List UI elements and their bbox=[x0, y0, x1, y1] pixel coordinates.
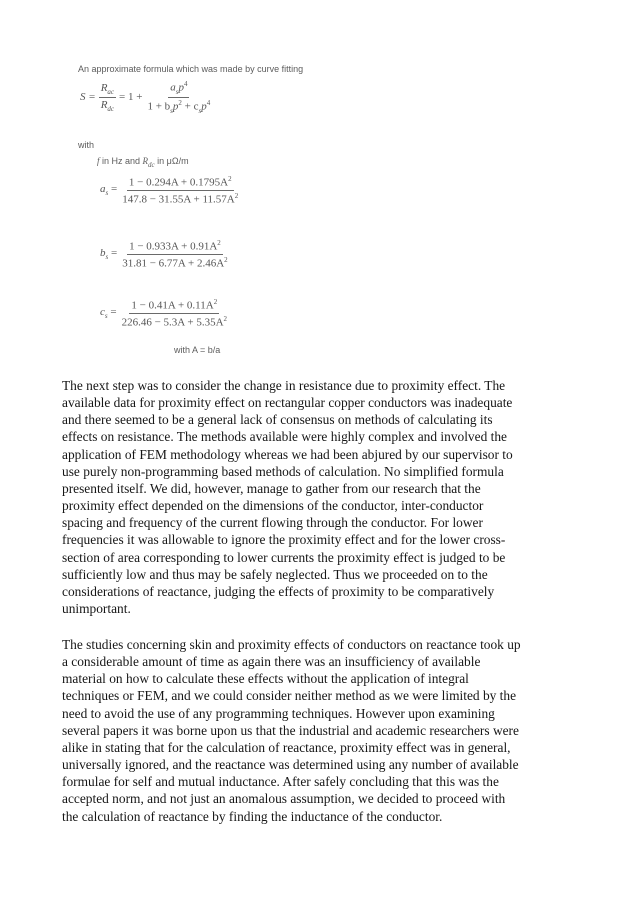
s-lhs: S = bbox=[80, 91, 96, 104]
paragraph-line: presented itself. We did, however, manage to gather from our research that the bbox=[62, 480, 481, 496]
paragraph-line: several papers it was borne upon us that the industrial and academic researchers were bbox=[62, 722, 519, 738]
cs-equation: $c_s$ = $\frac{1 - 0.41A + 0.11A^2}{226.46 - 5.3A + 5.35A^2}$ bbox=[100, 298, 228, 329]
paragraph-line: section of area corresponding to lower currents the proximity effect is judged to be bbox=[62, 549, 506, 565]
paragraph-line: considerations of reactance, judging the effects of proximity to be comparatively bbox=[62, 583, 495, 599]
s-one-plus: = 1 + bbox=[119, 91, 143, 104]
paragraph-line: application of FEM methodology whereas we had been abjured by our supervisor to bbox=[62, 446, 513, 462]
as-fraction: $\frac{1 - 0.294A + 0.1795A^2}{147.8 - 31.55A + 11.57A^2}$ bbox=[122, 175, 239, 206]
with-label: with bbox=[78, 140, 95, 150]
paragraph-line: alike in stating that for the calculation of reactance, proximity effect was in general, bbox=[62, 739, 511, 755]
paragraph-line: use purely non-programming based methods of calculation. No simplified formula bbox=[62, 463, 504, 479]
paragraph-line: proximity effect depended on the dimensions of the conductor, inter-conductor bbox=[62, 498, 484, 514]
paragraph-line: frequencies it was allowable to ignore the proximity effect and for the lower cross- bbox=[62, 532, 506, 548]
s-ratio-fraction: $\frac{R_{ac}}{R_{dc}}$ bbox=[100, 81, 115, 114]
bs-equation: $b_s$ = $\frac{1 - 0.933A + 0.91A^2}{31.81 - 6.77A + 2.46A^2}$ bbox=[100, 239, 228, 270]
paragraph-line: sufficiently low and thus may be safely neglected. Thus we proceeded on to the bbox=[62, 566, 488, 582]
units-line: f in Hz and $R_{dc}$ in μΩ/m bbox=[97, 156, 189, 169]
paragraph-line: effects on resistance. The methods available were highly complex and involved the bbox=[62, 429, 507, 445]
s-fit-fraction: $\frac{a_sp^4}{1 + b_sp^2 + c_sp^4}$ bbox=[147, 80, 211, 115]
bs-fraction: $\frac{1 - 0.933A + 0.91A^2}{31.81 - 6.77A + 2.46A^2}$ bbox=[122, 239, 228, 270]
a-definition: with A = b/a bbox=[174, 345, 221, 355]
paragraph-line: a considerable amount of time as again there was an insufficiency of available bbox=[62, 654, 481, 670]
paragraph-line: material on how to calculate these effects without the application of integral bbox=[62, 671, 469, 687]
paragraph-line: unimportant. bbox=[62, 601, 131, 617]
paragraph-line: techniques or FEM, and we could consider neither method as we were limited by the bbox=[62, 688, 517, 704]
body-paragraph-1 bbox=[62, 377, 582, 617]
s-equation bbox=[80, 80, 212, 115]
paragraph-line: The next step was to consider the change in resistance due to proximity effect. The bbox=[62, 378, 506, 393]
paragraph-line: The studies concerning skin and proximity effects of conductors on reactance took up bbox=[62, 637, 521, 652]
paragraph-line: formulae for self and mutual inductance. After safely concluding that this was the bbox=[62, 774, 499, 790]
body-paragraph-2 bbox=[62, 636, 582, 825]
paragraph-line: spacing and frequency of the current flowing through the conductor. For lower bbox=[62, 515, 483, 531]
as-equation: $a_s$ = $\frac{1 - 0.294A + 0.1795A^2}{147.8 - 31.55A + 11.57A^2}$ bbox=[100, 175, 239, 206]
paragraph-line: available data for proximity effect on rectangular copper conductors was inadequate bbox=[62, 395, 513, 411]
formula-intro: An approximate formula which was made by curve fitting bbox=[78, 64, 304, 74]
formula-figure bbox=[78, 64, 328, 364]
paragraph-line: and there seemed to be a general lack of consensus on methods of calculating its bbox=[62, 412, 493, 428]
paragraph-line: the calculation of reactance by finding the inductance of the conductor. bbox=[62, 808, 443, 824]
paragraph-line: need to avoid the use of any programming techniques. However upon examining bbox=[62, 705, 495, 721]
paragraph-line: accepted norm, and not just an anomalous assumption, we decided to proceed with bbox=[62, 791, 506, 807]
paragraph-line: universally ignored, and the reactance was determined using any number of available bbox=[62, 757, 519, 773]
cs-fraction: $\frac{1 - 0.41A + 0.11A^2}{226.46 - 5.3A + 5.35A^2}$ bbox=[121, 298, 228, 329]
